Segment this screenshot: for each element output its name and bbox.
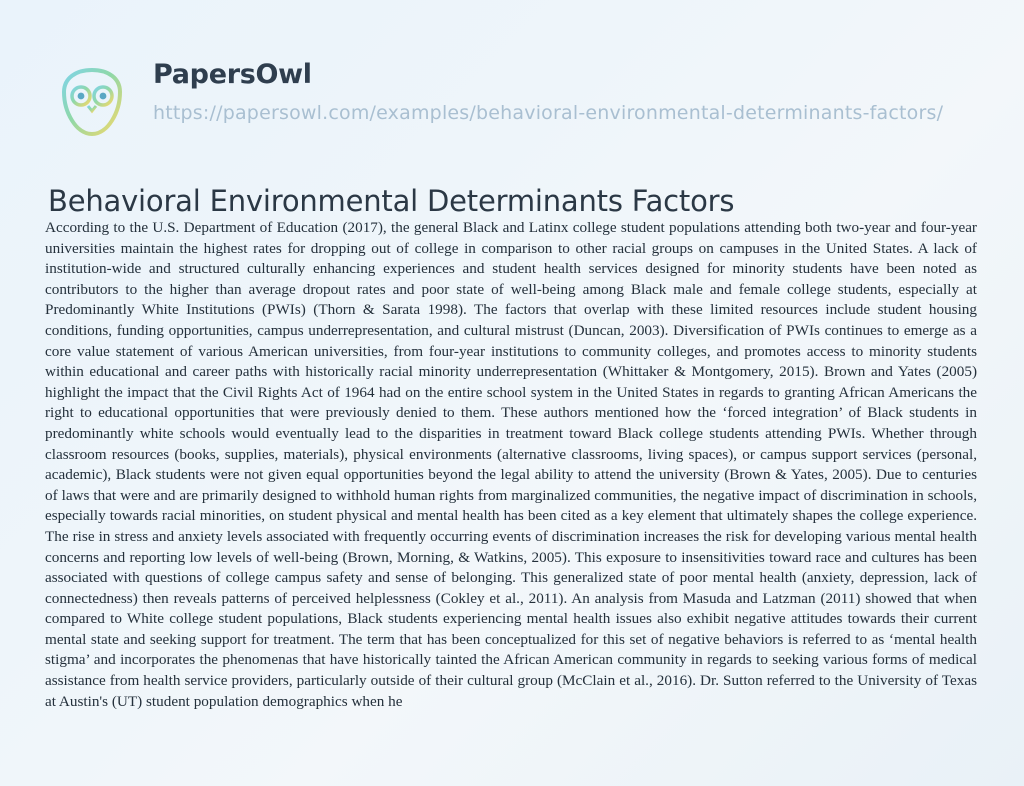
source-url[interactable]: https://papersowl.com/examples/behavioral-environmental-determinants-factors/ [153,102,944,124]
site-header [48,58,976,148]
owl-logo-icon [54,64,130,140]
article-body: According to the U.S. Department of Education (2017), the general Black and Latinx college student populations attending both two-year and four-year universities maintain the highest rates for dropping out of college in comparison to other racial groups on campuses in the United States. A lack of institution-wide and structured culturally enhancing experiences and student health services designed for minority students have been noted as contributors to the higher than average dropout rates and poor state of well-being among Black male and female college students, especially at Predominantly White Institutions (PWIs) (Thorn & Sarata 1998). The factors that overlap with these limited resources include student housing conditions, funding opportunities, campus underrepresentation, and cultural mistrust (Duncan, 2003). Diversification of PWIs continues to emerge as a core value statement of various American universities, from four-year institutions to community colleges, and promotes access to minority students within educational and career paths with historically racial minority underrepresentation (Whittaker & Montgomery, 2015). Brown and Yates (2005) highlight the impact that the Civil Rights Act of 1964 had on the entire school system in the United States in regards to granting African Americans the right to educational opportunities that were previously denied to them. These authors mentioned how the ‘forced integration’ of Black students in predominantly white schools would eventually lead to the disparities in treatment toward Black college students attending PWIs. Whether through classroom resources (books, supplies, materials), physical environments (alternative classrooms, living spaces), or campus support services (personal, academic), Black students were not given equal opportunities beyond the legal ability to attend the university (Brown & Yates, 2005). Due to centuries of laws that were and are primarily designed to withhold human rights from marginalized communities, the negative impact of discrimination in schools, especially towards racial minorities, on student physical and mental health has been cited as a key element that ultimately shapes the college experience. The rise in stress and anxiety levels associated with frequently occurring events of discrimination increases the risk for developing various mental health concerns and reporting low levels of well-being (Brown, Morning, & Watkins, 2005). This exposure to insensitivities toward race and cultures has been associated with questions of college campus safety and sense of belonging. This generalized state of poor mental health (anxiety, depression, lack of connectedness) then reveals patterns of perceived helplessness (Cokley et al., 2011). An analysis from Masuda and Latzman (2011) showed that when compared to White college student populations, Black students experiencing mental health issues also exhibit negative attitudes towards their current mental state and seeking support for treatment. The term that has been conceptualized for this set of negative behaviors is referred to as ‘mental health stigma’ and incorporates the phenomenas that have historically tainted the African American community in regards to seeking various forms of medical assistance from health service providers, particularly outside of their cultural group (McClain et al., 2016). Dr. Sutton referred to the University of Texas at Austin's (UT) student population demographics when he [45,219,977,710]
brand-name: PapersOwl [153,59,312,90]
brand-block [153,58,943,128]
page-title: Behavioral Environmental Determinants Factors [48,184,735,219]
